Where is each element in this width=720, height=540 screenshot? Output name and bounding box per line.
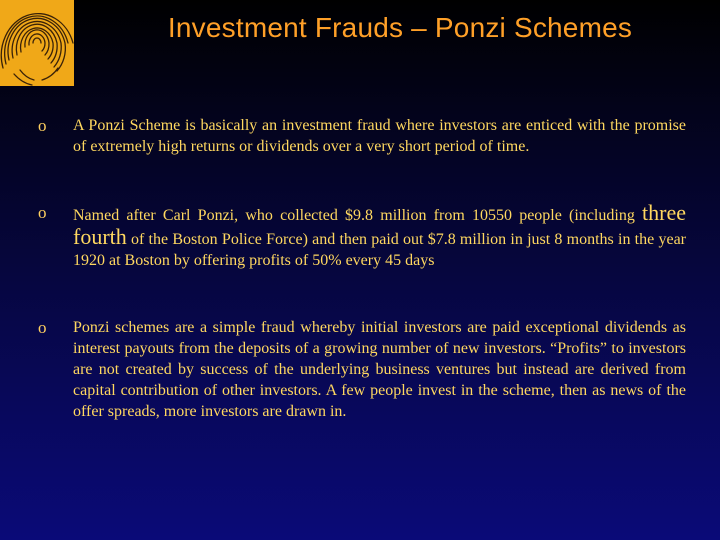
bullet-text	[73, 202, 686, 271]
bullet-marker: o	[38, 116, 47, 135]
bullet-marker: o	[38, 203, 47, 222]
bullet-text: A Ponzi Scheme is basically an investment fraud where investors are enticed with the promise of extremely high returns or dividends over a very short period of time.	[73, 117, 686, 155]
bullet-item	[38, 202, 686, 271]
bullet-item	[38, 317, 686, 422]
bullet-text-part: Named after Carl Ponzi, who collected $9.8 million from 10550 people (including	[73, 207, 643, 224]
emphasis-text: three fourth	[73, 200, 686, 249]
bullet-text-part: of the Boston Police Force) and then paid out $7.8 million in just 8 months in the year 1920 at Boston by offering profits of 50% every 45 days	[73, 231, 686, 269]
bullet-item	[38, 115, 686, 157]
slide-title: Investment Frauds – Ponzi Schemes	[167, 12, 633, 43]
bullet-marker: o	[38, 318, 47, 337]
bullet-text: Ponzi schemes are a simple fraud whereby initial investors are paid exceptional dividends as interest payouts from the deposits of a growing number of new investors. “Profits” to investors are not created by success of the underlying business ventures but instead are derived from capital contribution of other investors. A few people invest in the scheme, then as news of the offer spreads, more investors are drawn in.	[73, 319, 686, 420]
